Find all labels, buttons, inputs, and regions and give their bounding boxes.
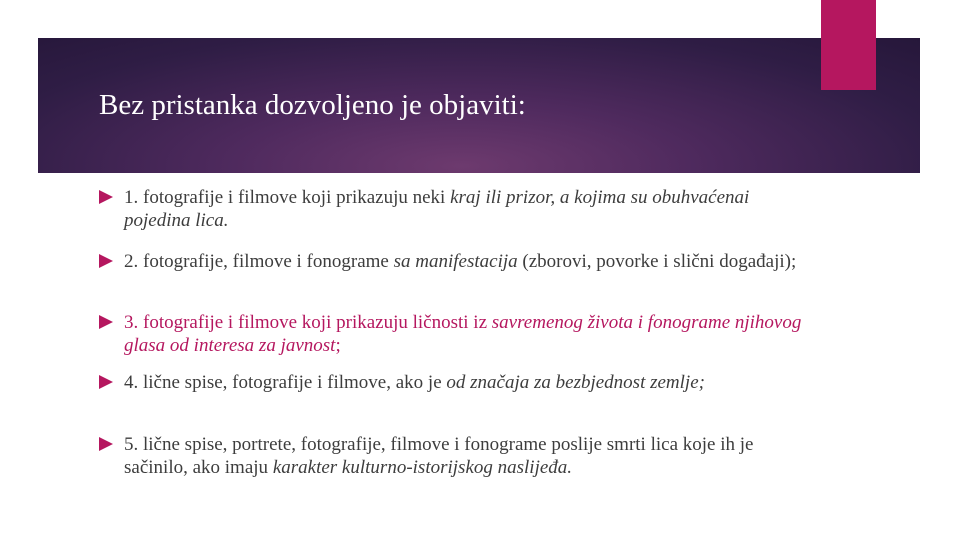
bullet-segment: (zborovi, povorke i slični događaji); <box>517 251 797 272</box>
bullet-segment: ; <box>335 335 341 356</box>
triangle-bullet-icon <box>99 254 113 268</box>
triangle-bullet-icon <box>99 315 113 329</box>
bullet-segment: 1. fotografije i filmove koji prikazuju neki <box>124 187 451 208</box>
slide-title: Bez pristanka dozvoljeno je objaviti: <box>99 89 526 121</box>
triangle-bullet-icon <box>99 375 113 389</box>
bullet-segment: kraj ili prizor, a kojima su obuhvaćenai pojedina lica. <box>124 187 750 231</box>
bullet-segment: 5. lične spise, portrete, fotografije, filmove i fonograme poslije smrti lica koje ih je sačinilo, ako imaju <box>124 434 754 478</box>
bullet-text <box>124 186 804 232</box>
bullet-text <box>124 371 804 394</box>
bullet-segment: 4. lične spise, fotografije i filmove, ako je <box>124 372 447 393</box>
bullet-segment: sa manifestacija <box>393 251 518 272</box>
bullet-segment: 2. fotografije, filmove i fonograme <box>124 251 394 272</box>
bullet-segment: savremenog života i fonograme njihovog glasa od interesa za javnost <box>124 312 802 356</box>
bullet-text <box>124 433 804 479</box>
bullet-text <box>124 250 804 273</box>
bullet-segment: od značaja za bezbjednost zemlje; <box>446 372 705 393</box>
bullet-segment: 3. fotografije i filmove koji prikazuju ličnosti iz <box>124 312 492 333</box>
triangle-bullet-icon <box>99 437 113 451</box>
bullet-segment: karakter kulturno-istorijskog naslijeđa. <box>272 457 573 478</box>
triangle-bullet-icon <box>99 190 113 204</box>
bullet-text <box>124 311 804 357</box>
